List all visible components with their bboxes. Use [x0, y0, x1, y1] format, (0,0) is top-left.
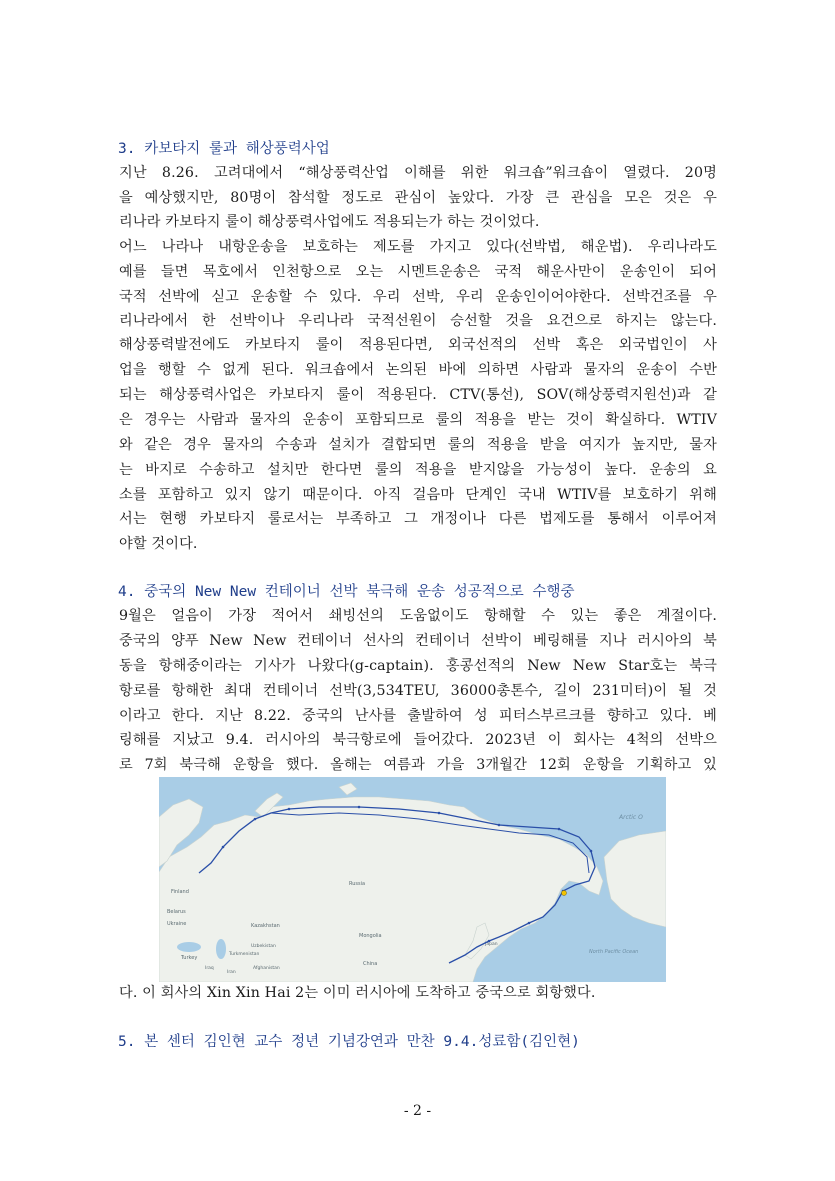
label-russia: Russia: [349, 881, 366, 887]
body-line: 어느 나라나 내항운송을 보호하는 제도를 가지고 있다(선박법, 해운법). 우리나라도: [119, 239, 717, 255]
label-belarus: Belarus: [167, 909, 186, 915]
label-iraq: Iraq: [205, 966, 214, 971]
body-line: 는 바지로 수송하고 설치만 한다면 룰의 적용을 받지않을 가능성이 높다. 운송의 요: [119, 462, 717, 478]
label-finland: Finland: [171, 889, 189, 895]
body-line: 중국의 양푸 New New 컨테이너 선사의 컨테이너 선박이 베링해를 지나 러시아의 북: [119, 633, 717, 649]
body-line: 소를 포함하고 있지 않기 때문이다. 아직 걸음마 단계인 국내 WTIV를 보호하기 위해: [119, 487, 717, 503]
body-line: 서는 현행 카보타지 룰로서는 부족하고 그 개정이나 다른 법제도를 통해서 이루어져: [119, 511, 717, 527]
label-china: China: [363, 961, 378, 967]
label-turkmenistan: Turkmenistan: [229, 952, 260, 957]
body-line: 되는 해상풍력사업은 카보타지 룰이 적용된다. CTV(통선), SOV(해상풍력지원선)과 같: [119, 387, 717, 403]
label-arctic-ocean: Arctic O: [619, 814, 643, 821]
label-japan: Japan: [485, 942, 498, 947]
body-line: 로 7회 북극해 운항을 했다. 올해는 여름과 가을 3개월간 12회 운항을 기획하고 있: [119, 757, 717, 773]
label-turkey: Turkey: [181, 955, 198, 961]
body-line: 이라고 한다. 지난 8.22. 중국의 난사를 출발하여 성 피터스부르크를 향하고 있다. 베: [119, 708, 717, 724]
label-kazakhstan: Kazakhstan: [251, 923, 280, 929]
body-line: 링해를 지났고 9.4. 러시아의 북극항로에 들어갔다. 2023년 이 회사는 4척의 선박으: [119, 732, 717, 748]
arctic-route-map: [159, 777, 666, 982]
body-line: 항로를 항해한 최대 컨테이너 선박(3,534TEU, 36000총톤수, 길이 231미터)이 될 것: [119, 683, 717, 699]
label-afghanistan: Afghanistan: [253, 966, 280, 971]
label-uzbekistan: Uzbekistan: [251, 944, 276, 949]
caspian-sea: [216, 939, 226, 959]
label-north-pacific: North Pacific Ocean: [589, 949, 639, 955]
body-line: 해상풍력발전에도 카보타지 룰이 적용된다면, 외국선적의 선박 혹은 외국법인이 사: [119, 337, 717, 353]
body-line: 은 경우는 사람과 물자의 운송이 포함되므로 룰의 적용을 받는 것이 확실하다. WTIV: [119, 412, 717, 428]
body-line: 9월은 얼음이 가장 적어서 쇄빙선의 도움없이도 항해할 수 있는 좋은 계절이다.: [119, 608, 717, 624]
body-line: 예를 들면 목호에서 인천항으로 오는 시멘트운송은 국적 해운사만이 운송인이 되어: [119, 264, 717, 280]
map-graphic: [159, 777, 666, 982]
body-line: 업을 행할 수 없게 된다. 워크숍에서 논의된 바에 의하면 사람과 물자의 운송이 수반: [119, 362, 717, 378]
body-line: 국적 선박에 싣고 운송할 수 있다. 우리 선박, 우리 운송인이어야한다. 선박건조를 우: [119, 289, 717, 305]
body-line: 리나라 카보타지 룰이 해상풍력사업에도 적용되는가 하는 것이었다.: [119, 214, 540, 230]
body-line: 리나라에서 한 선박이나 우리나라 국적선원이 승선할 것을 요건으로 하지는 않는다.: [119, 313, 717, 329]
label-iran: Iran: [227, 970, 236, 975]
body-line: 와 같은 경우 물자의 수송과 설치가 결합되면 룰의 적용을 받을 여지가 높지만, 물자: [119, 437, 717, 453]
section-heading-4: 4. 중국의 New New 컨테이너 선박 북극해 운송 성공적으로 수행중: [118, 584, 575, 600]
section-heading-5: 5. 본 센터 김인현 교수 정년 기념강연과 만찬 9.4.성료함(김인현): [118, 1034, 580, 1050]
ship-position-marker: [562, 891, 567, 896]
black-sea: [177, 942, 201, 952]
label-ukraine: Ukraine: [167, 921, 187, 927]
body-line: 지난 8.26. 고려대에서 “해상풍력산업 이해를 위한 워크숍”워크숍이 열렸다. 20명: [119, 165, 717, 181]
page-number: - 2 -: [403, 1103, 432, 1119]
body-line: 다. 이 회사의 Xin Xin Hai 2는 이미 러시아에 도착하고 중국으로 회항했다.: [119, 985, 596, 1001]
section-heading-3: 3. 카보타지 룰과 해상풍력사업: [118, 141, 330, 157]
body-line: 동을 항해중이라는 기사가 나왔다(g-captain). 홍콩선적의 New New Star호는 북극: [119, 658, 717, 674]
body-line: 을 예상했지만, 80명이 참석할 정도로 관심이 높았다. 가장 큰 관심을 모은 것은 우: [119, 190, 717, 206]
body-line: 야할 것이다.: [119, 536, 198, 552]
label-mongolia: Mongolia: [359, 933, 382, 939]
